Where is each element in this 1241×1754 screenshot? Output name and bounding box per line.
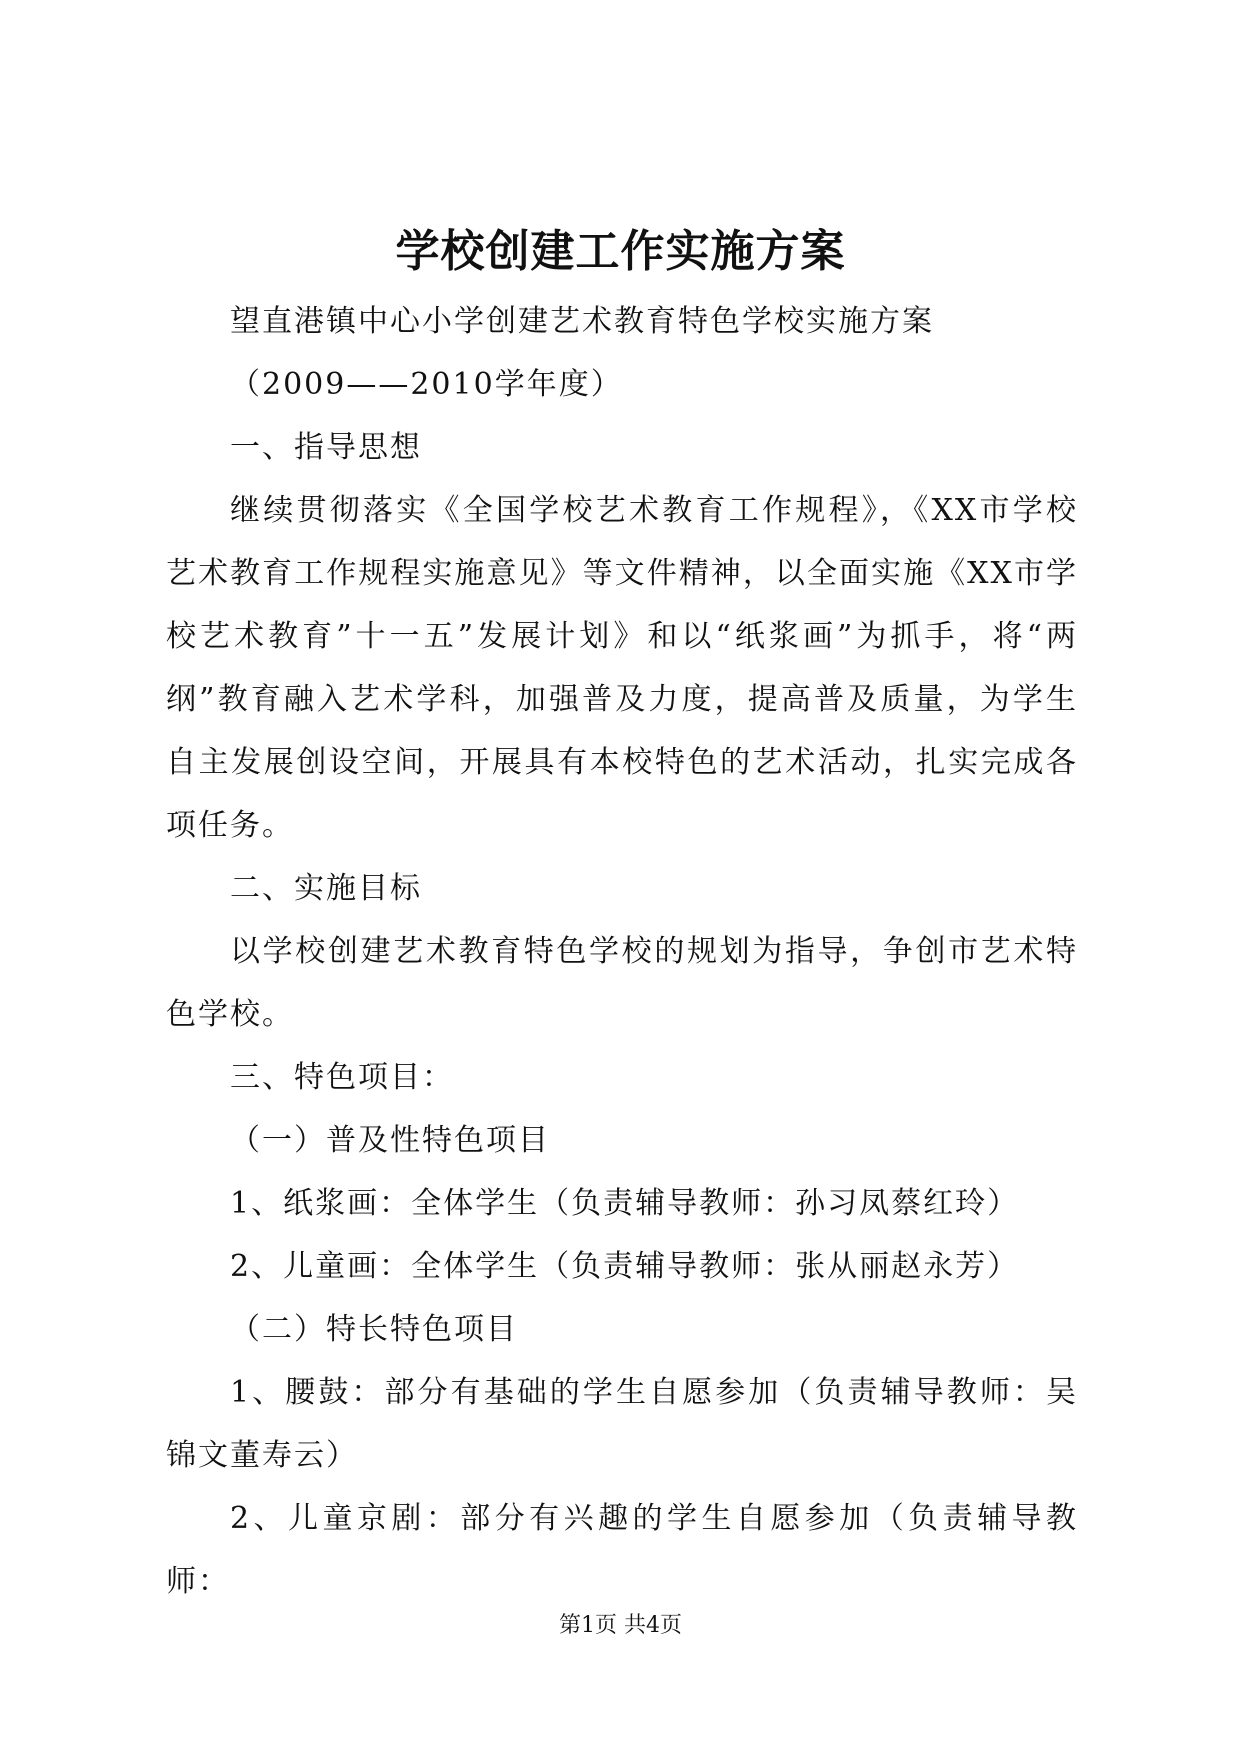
document-body	[166, 290, 1078, 1613]
subsection-heading-1: （一）普及性特色项目	[230, 1123, 550, 1158]
subtitle-paragraph: 望直港镇中心小学创建艺术教育特色学校实施方案	[230, 304, 934, 339]
school-year-paragraph: （2009——2010学年度）	[230, 367, 623, 402]
section-heading-2: 二、实施目标	[230, 871, 422, 906]
implementation-goal-paragraph: 以学校创建艺术教育特色学校的规划为指导，争创市艺术特色学校。	[166, 934, 1078, 1032]
list-item: 1、纸浆画：全体学生（负责辅导教师：孙习凤蔡红玲）	[230, 1186, 1020, 1221]
list-item: 1、腰鼓：部分有基础的学生自愿参加（负责辅导教师：吴锦文董寿云）	[166, 1375, 1078, 1473]
document-title: 学校创建工作实施方案	[395, 226, 846, 277]
guiding-ideology-paragraph: 继续贯彻落实《全国学校艺术教育工作规程》，《XX市学校艺术教育工作规程实施意见》等文件精神，以全面实施《XX市学校艺术教育”十一五”发展计划》和以“纸浆画”为抓手，将“两纲”教育融入艺术学科，加强普及力度，提高普及质量，为学生自主发展创设空间，开展具有本校特色的艺术活动，扎实完成各项任务。	[166, 493, 1078, 843]
section-heading-3: 三、特色项目：	[230, 1060, 454, 1095]
list-item: 2、儿童画：全体学生（负责辅导教师：张从丽赵永芳）	[230, 1249, 1020, 1284]
list-item: 2、儿童京剧：部分有兴趣的学生自愿参加（负责辅导教师：	[166, 1501, 1078, 1599]
subsection-heading-2: （二）特长特色项目	[230, 1312, 518, 1347]
section-heading-1: 一、指导思想	[230, 430, 422, 465]
page-footer: 第1页 共4页	[559, 1613, 682, 1638]
